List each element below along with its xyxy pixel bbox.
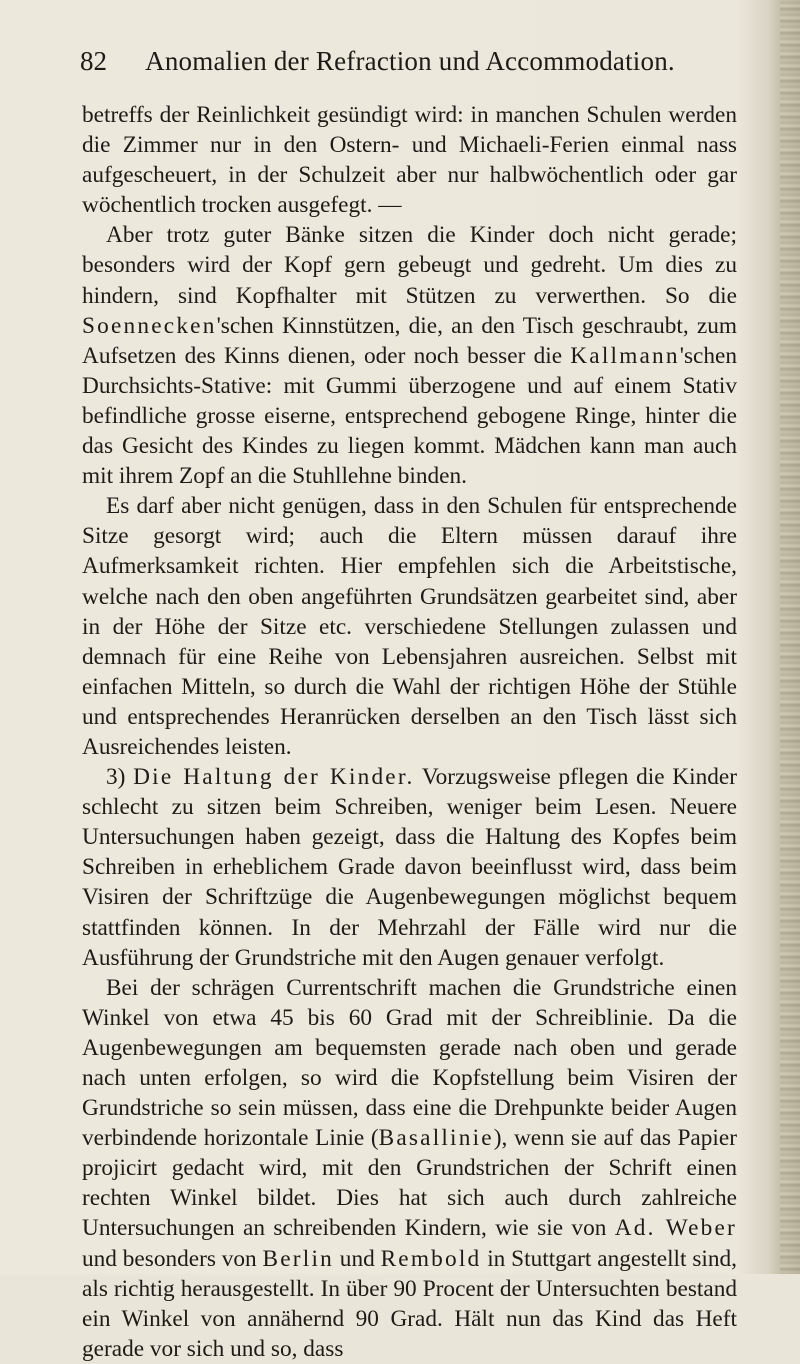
- text-run: und besonders von: [82, 1245, 263, 1272]
- text-run: Aber trotz guter Bänke sitzen die Kinder doch nicht gerade; besonders wird der Kopf gern gebeugt und gedreht. Um dies zu hindern, sind Kopfhalter mit Stützen zu verwerthen. So die: [82, 222, 737, 309]
- spaced-emphasis: Kallmann: [570, 342, 680, 369]
- spaced-emphasis: Basallinie: [378, 1125, 494, 1152]
- body-text: [82, 100, 737, 1364]
- spaced-emphasis: Die Haltung der Kinder.: [133, 764, 415, 791]
- page-number: 82: [80, 46, 107, 76]
- text-run: 3): [106, 764, 134, 791]
- paragraph-p2: [82, 220, 737, 491]
- paragraph-p4: [82, 762, 737, 973]
- spaced-emphasis: Soennecken: [82, 312, 217, 339]
- paragraph-p3: [82, 491, 737, 762]
- text-run: betreffs der Reinlichkeit gesündigt wird: in manchen Schulen werden die Zimmer nur in den Ostern- und Michaeli-Ferien einmal nass aufgescheuert, in der Schulzeit aber nur halbwöchentlich oder gar wöchentlich trocken ausgefegt. —: [82, 102, 737, 219]
- spaced-emphasis: Rembold: [380, 1245, 482, 1272]
- text-run: Es darf aber nicht genügen, dass in den Schulen für entsprechende Sitze gesorgt wird; auch die Eltern müssen darauf ihre Aufmerksamkeit richten. Hier empfehlen sich die Arbeitstische, welche nach den oben angeführten Grundsätzen gearbeitet sind, aber in der Höhe der Sitze etc. verschiedene Stellungen zulassen und demnach für eine Reihe von Lebensjahren ausreichen. Selbst mit einfachen Mitteln, so durch die Wahl der richtigen Höhe der Stühle und entsprechendes Heranrücken derselben an den Tisch lässt sich Ausreichendes leisten.: [82, 493, 737, 760]
- text-run: und: [333, 1245, 381, 1272]
- text-run: ), wenn sie auf das Papier projicirt gedacht wird, mit den Grundstrichen der Schrift einen rechten Winkel bildet. Dies hat sich auch durch zahlreiche Untersuchungen an schreibenden Kindern, wie sie von: [82, 1125, 737, 1242]
- page-binding-edge: [780, 0, 800, 1274]
- text-run: Vorzugsweise pflegen die Kinder schlecht zu sitzen beim Schreiben, weniger beim Lesen. Neuere Untersuchungen haben gezeigt, dass die Haltung des Kopfes beim Schreiben in erheblichem Grade davon beeinflusst wird, dass beim Visiren der Schriftzüge die Augenbewegungen möglichst bequem stattfinden können. In der Mehrzahl der Fälle wird nur die Ausführung der Grundstriche mit den Augen genauer verfolgt.: [82, 764, 737, 971]
- paragraph-p1: [82, 100, 737, 220]
- text-run: in Stuttgart angestellt sind, als richtig herausgestellt. In über 90 Procent der Untersuchten bestand ein Winkel von annähernd 90 Grad. Hält nun das Kind das Heft gerade vor sich und so, dass: [82, 1245, 737, 1362]
- text-run: 'schen Kinnstützen, die, an den Tisch geschraubt, zum Aufsetzen des Kinns dienen, oder noch besser die: [82, 312, 737, 369]
- running-title: Anomalien der Refraction und Accommodation.: [145, 46, 675, 76]
- spaced-emphasis: Berlin: [262, 1245, 334, 1272]
- spaced-emphasis: Ad. Weber: [614, 1215, 737, 1242]
- text-run: 'schen Durchsichts-Stative: mit Gummi überzogene und auf einem Stativ befindliche grosse eiserne, entsprechend gebogene Ringe, hinter die das Gesicht des Kindes zu liegen kommt. Mädchen kann man auch mit ihrem Zopf an die Stuhllehne binden.: [82, 342, 737, 490]
- paragraph-p5: [82, 973, 737, 1364]
- text-run: Bei der schrägen Currentschrift machen die Grundstriche einen Winkel von etwa 45 bis 60 Grad mit der Schreiblinie. Da die Augenbewegungen am bequemsten gerade nach oben und gerade nach unten erfolgen, so wird die Kopfstellung beim Visiren der Grundstriche so sein müssen, dass eine die Drehpunkte beider Augen verbindende horizontale Linie (: [82, 974, 737, 1152]
- page-header: [80, 46, 740, 86]
